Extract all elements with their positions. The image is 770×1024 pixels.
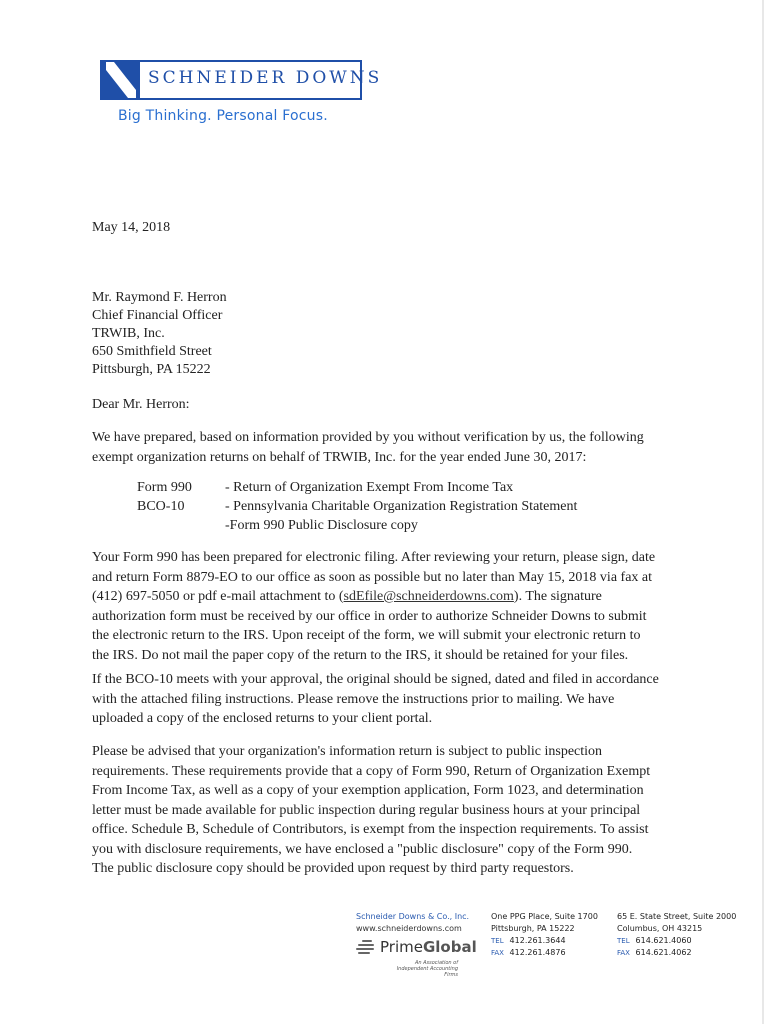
paragraph-line	[92, 587, 682, 607]
paragraph-line: authorization form must be received by our office in order to authorize Schneider Downs to submit	[92, 608, 647, 624]
footer-columbus-office	[617, 911, 736, 959]
primeglobal-name	[380, 938, 477, 956]
paragraph-line: exempt organization returns on behalf of TRWIB, Inc. for the year ended June 30, 2017:	[92, 449, 587, 465]
return-description: - Pennsylvania Charitable Organization Registration Statement	[225, 499, 578, 514]
paragraph-line: and return Form 8879-EO to our office as soon as possible but no later than May 15, 2018 via fax at	[92, 569, 653, 585]
form-990-paragraph	[92, 548, 682, 665]
office-tel	[617, 935, 736, 947]
return-item	[137, 478, 577, 497]
company-name: SCHNEIDER DOWNS	[148, 68, 383, 88]
disclosure-paragraph	[92, 742, 682, 879]
return-item	[137, 516, 577, 535]
paragraph-line: We have prepared, based on information provided by you without verification by us, the following	[92, 430, 644, 445]
tel-number: 412.261.3644	[509, 936, 566, 945]
return-description: - Return of Organization Exempt From Income Tax	[225, 480, 514, 495]
return-form	[137, 516, 225, 535]
letter-date: May 14, 2018	[92, 220, 171, 235]
paragraph-line: with the attached filing instructions. Please remove the instructions prior to mailing. We have	[92, 691, 615, 707]
intro-paragraph	[92, 428, 682, 467]
paragraph-line: If the BCO-10 meets with your approval, the original should be signed, dated and filed in accordance	[92, 672, 659, 687]
paragraph-line: The public disclosure copy should be provided upon request by third party requestors.	[92, 861, 574, 876]
recipient-line: 650 Smithfield Street	[92, 344, 212, 359]
recipient-line: Chief Financial Officer	[92, 308, 223, 323]
recipient-line: Pittsburgh, PA 15222	[92, 362, 211, 377]
office-street: 65 E. State Street, Suite 2000	[617, 912, 737, 921]
primeglobal-name-bold: Global	[422, 938, 477, 956]
paragraph-line: uploaded a copy of the enclosed returns to your client portal.	[92, 711, 433, 726]
footer-company-block	[356, 911, 469, 935]
tel-number: 614.621.4060	[635, 936, 692, 945]
paragraph-line: office. Schedule B, Schedule of Contributors, is exempt from the inspection requirements. To assist	[92, 822, 649, 837]
office-fax	[491, 947, 598, 959]
return-form: BCO-10	[137, 499, 185, 514]
bco-10-paragraph	[92, 670, 682, 729]
return-description: -Form 990 Public Disclosure copy	[225, 518, 418, 533]
globe-lines-icon	[356, 939, 376, 955]
footer-website-link[interactable]: www.schneiderdowns.com	[356, 924, 462, 933]
fax-number: 412.261.4876	[509, 948, 566, 957]
tel-label: TEL	[617, 937, 630, 945]
returns-list	[137, 478, 577, 535]
paragraph-line: letter must be made available for public inspection during regular business hours at your principal	[92, 802, 641, 818]
recipient-line: TRWIB, Inc.	[92, 326, 165, 341]
scan-edge-divider	[762, 0, 764, 1024]
primeglobal-name-light: Prime	[380, 938, 423, 956]
paragraph-line: the IRS. Do not mail the paper copy of the return to the IRS, it should be retained for your files.	[92, 647, 629, 663]
footer-company-name: Schneider Downs & Co., Inc.	[356, 912, 470, 921]
office-city: Pittsburgh, PA 15222	[491, 924, 575, 933]
return-form: Form 990	[137, 480, 192, 495]
paragraph-line: From Income Tax, as well as a copy of your exemption application, Form 1023, and determination	[92, 783, 644, 798]
schneider-downs-logo	[100, 60, 383, 100]
return-item	[137, 497, 577, 516]
office-fax	[617, 947, 736, 959]
paragraph-line: you with disclosure requirements, we have enclosed a "public disclosure" copy of the Form 990.	[92, 841, 633, 857]
fax-label: FAX	[617, 949, 630, 957]
paragraph-line: the electronic return to the IRS. Upon receipt of the form, we will submit your electronic return to	[92, 628, 641, 643]
tel-label: TEL	[491, 937, 504, 945]
company-tagline: Big Thinking. Personal Focus.	[118, 108, 328, 124]
paragraph-text: ). The signature	[513, 589, 602, 604]
recipient-line: Mr. Raymond F. Herron	[92, 290, 227, 305]
paragraph-line: requirements. These requirements provide that a copy of Form 990, Return of Organization Exempt	[92, 763, 651, 779]
primeglobal-subtitle: An Association of Independent Accounting Firms	[396, 960, 458, 978]
paragraph-text: (412) 697-5050 or pdf e-mail attachment to (	[92, 589, 344, 604]
paragraph-line: Please be advised that your organization's information return is subject to public inspection	[92, 744, 603, 759]
efile-email-link[interactable]: sdEfile@schneiderdowns.com	[343, 589, 514, 604]
fax-number: 614.621.4062	[635, 948, 692, 957]
office-tel	[491, 935, 598, 947]
office-street: One PPG Place, Suite 1700	[491, 912, 598, 921]
primeglobal-logo	[356, 938, 477, 956]
paragraph-line: Your Form 990 has been prepared for electronic filing. After reviewing your return, please sign, date	[92, 550, 656, 565]
logo-s-mark-icon	[100, 60, 140, 100]
salutation: Dear Mr. Herron:	[92, 397, 190, 412]
footer-pittsburgh-office	[491, 911, 598, 959]
fax-label: FAX	[491, 949, 504, 957]
office-city: Columbus, OH 43215	[617, 924, 703, 933]
